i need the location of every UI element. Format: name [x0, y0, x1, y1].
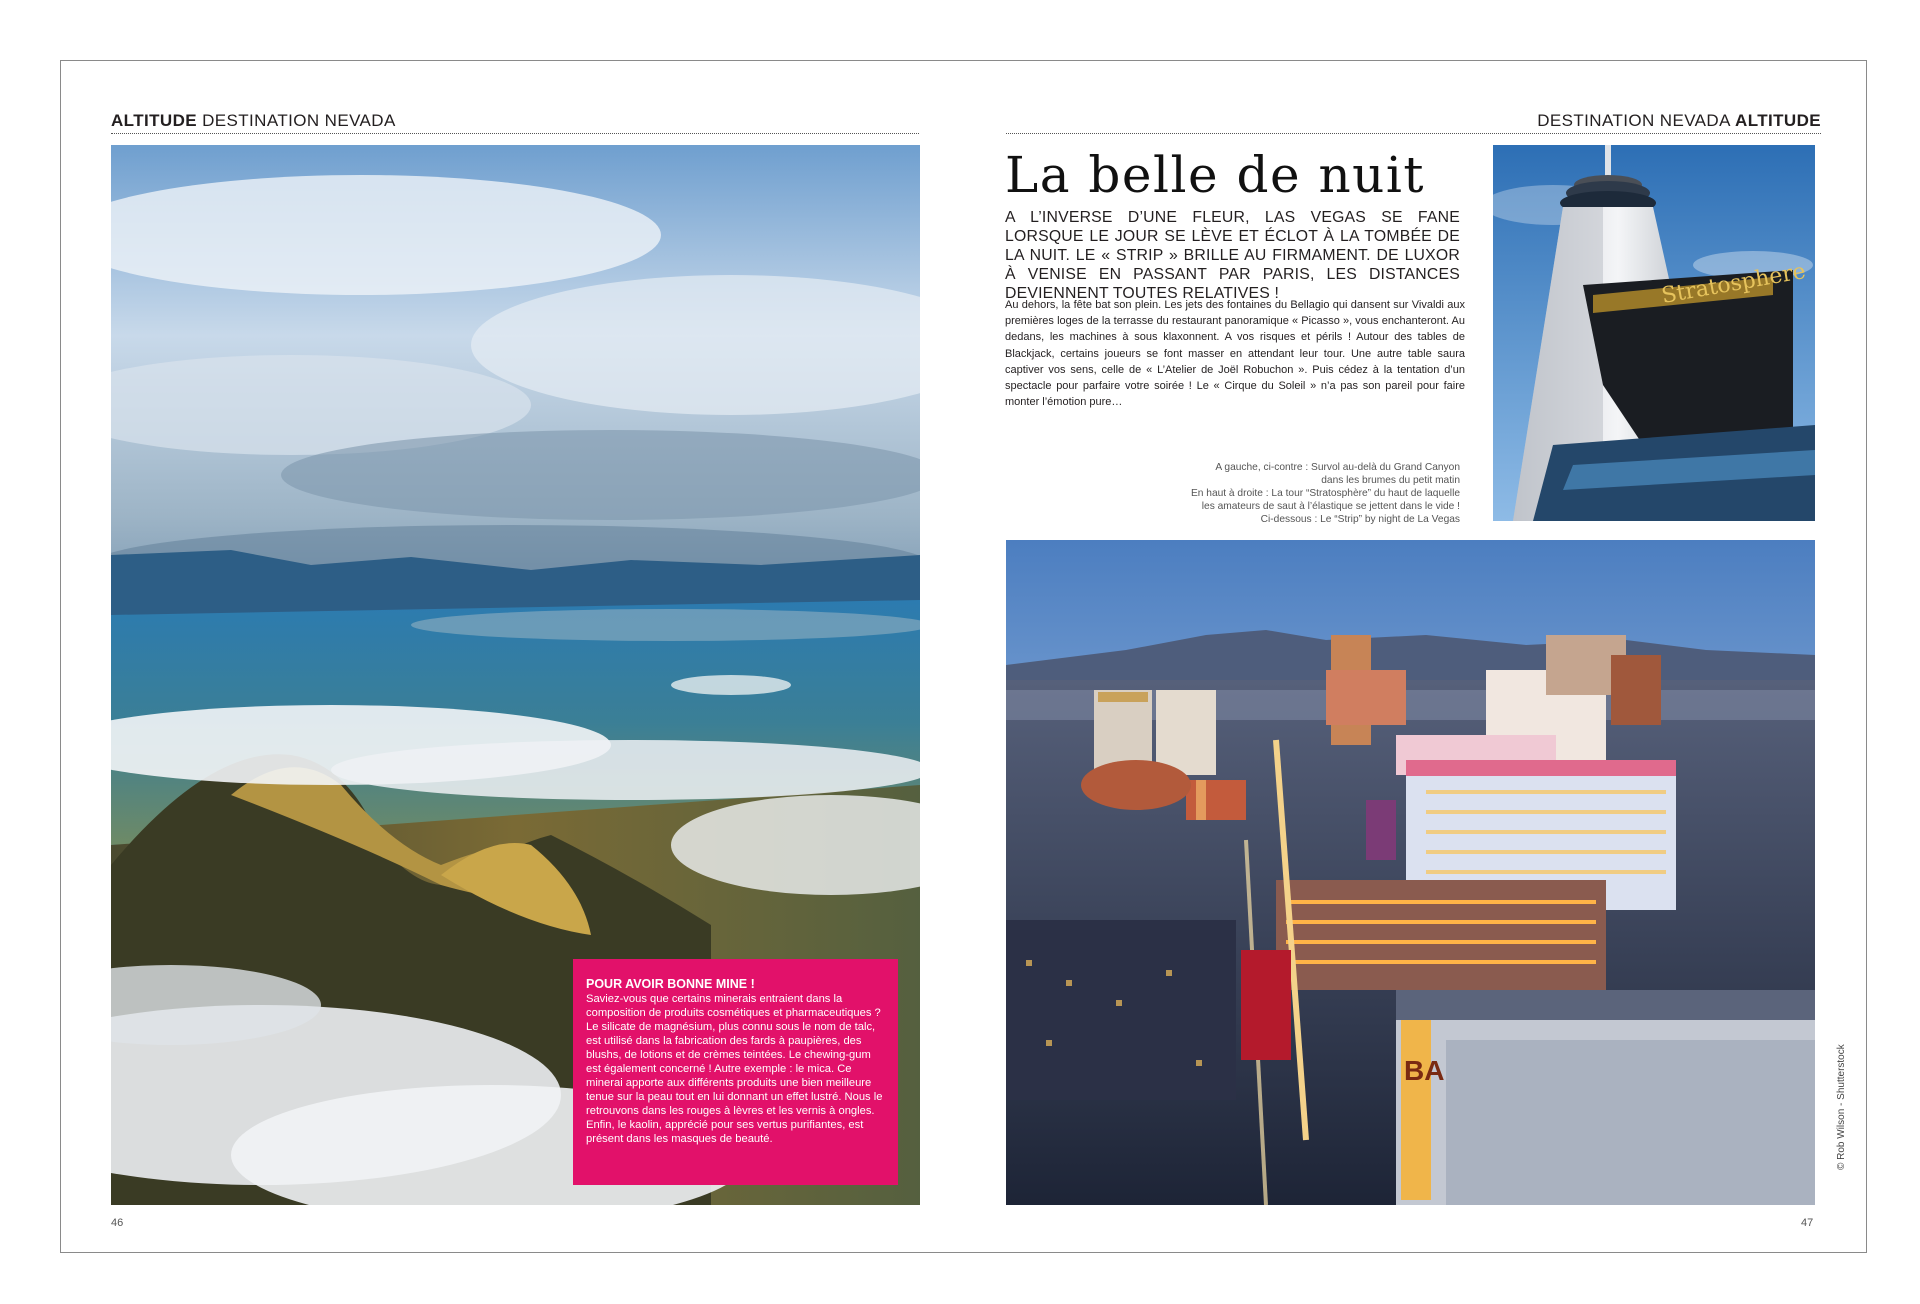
svg-text:Stratosphere: Stratosphere: [1659, 258, 1808, 309]
caption-line: Ci-dessous : Le “Strip” by night de La Vegas: [1260, 514, 1460, 525]
sidebar-box: [573, 959, 898, 1185]
article-body: Au dehors, la fête bat son plein. Les jets des fontaines du Bellagio qui dansent sur Vivaldi aux premières loges de la terrasse du restaurant panoramique « Picasso », vous enchanteront. Au dedans, les machines à sous klaxonnent. A vos risques et périls ! Autour des tables de Blackjack, certains joueurs se font masser en attendant leur tour. Une autre table saura captiver vos sens, celle de « L’Atelier de Joël Robuchon ». Puis cédez à la tentation d’un spectacle pour parfaire votre soirée ! Le « Cirque du Soleil » n’a pas son pareil pour faire monter l’émotion pure…: [1005, 299, 1465, 409]
destination-name: DESTINATION NEVADA: [1537, 111, 1730, 130]
svg-text:BA: BA: [1404, 1055, 1445, 1086]
sidebar-body: Saviez-vous que certains minerais entraient dans la composition de produits cosmétiques et pharmaceutiques ? Le silicate de magnésium, plus connu sous le nom de talc, est utilisé dans la fabrication des fards à paupières, des blushs, de lotions et de crèmes teintées. Le chewing-gum est également concerné ! Autre exemple : le mica. Ce minerai apporte aux différents produits une bien meilleure tenue sur la peau tout en lui donnant un effet lustré. Nous le retrouvons dans les rouges à lèvres et les vernis à ongles. Enfin, le kaolin, apprécié pour ses vertus purifiantes, est présent dans les masques de beauté.: [586, 993, 883, 1145]
section-name: ALTITUDE: [111, 111, 197, 130]
photo-captions: [1130, 461, 1460, 526]
caption-line: les amateurs de saut à l’élastique se jettent dans le vide !: [1201, 501, 1460, 512]
destination-name: DESTINATION NEVADA: [202, 111, 396, 130]
running-head-left: [111, 110, 396, 132]
caption-line: En haut à droite : La tour “Stratosphère” du haut de laquelle: [1190, 488, 1460, 499]
caption-line: dans les brumes du petit matin: [1321, 475, 1460, 486]
sidebar-title: POUR AVOIR BONNE MINE !: [586, 977, 755, 991]
article-standfirst: A L’INVERSE D’UNE FLEUR, LAS VEGAS SE FANE LORSQUE LE JOUR SE LÈVE ET ÉCLOT À LA TOMBÉE DE LA NUIT. LE « STRIP » BRILLE AU FIRMAMENT. DE LUXOR À VENISE EN PASSANT PAR PARIS, LES DISTANCES DEVIENNENT TOUTES RELATIVES !: [1005, 209, 1460, 302]
photo-credit: © Rob Wilson - Shutterstock: [1836, 1044, 1847, 1170]
caption-line: A gauche, ci-contre : Survol au-delà du Grand Canyon: [1215, 462, 1460, 473]
article-headline: La belle de nuit: [1005, 146, 1425, 204]
section-name: ALTITUDE: [1735, 111, 1821, 130]
las-vegas-strip-photo: [1006, 540, 1815, 1205]
header-rule-left: [111, 133, 919, 134]
page-number-left: 46: [111, 1217, 124, 1229]
stratosphere-tower-photo: [1493, 145, 1815, 521]
header-rule-right: [1006, 133, 1821, 134]
page-number-right: 47: [1801, 1217, 1814, 1229]
running-head-right: [1537, 110, 1821, 132]
